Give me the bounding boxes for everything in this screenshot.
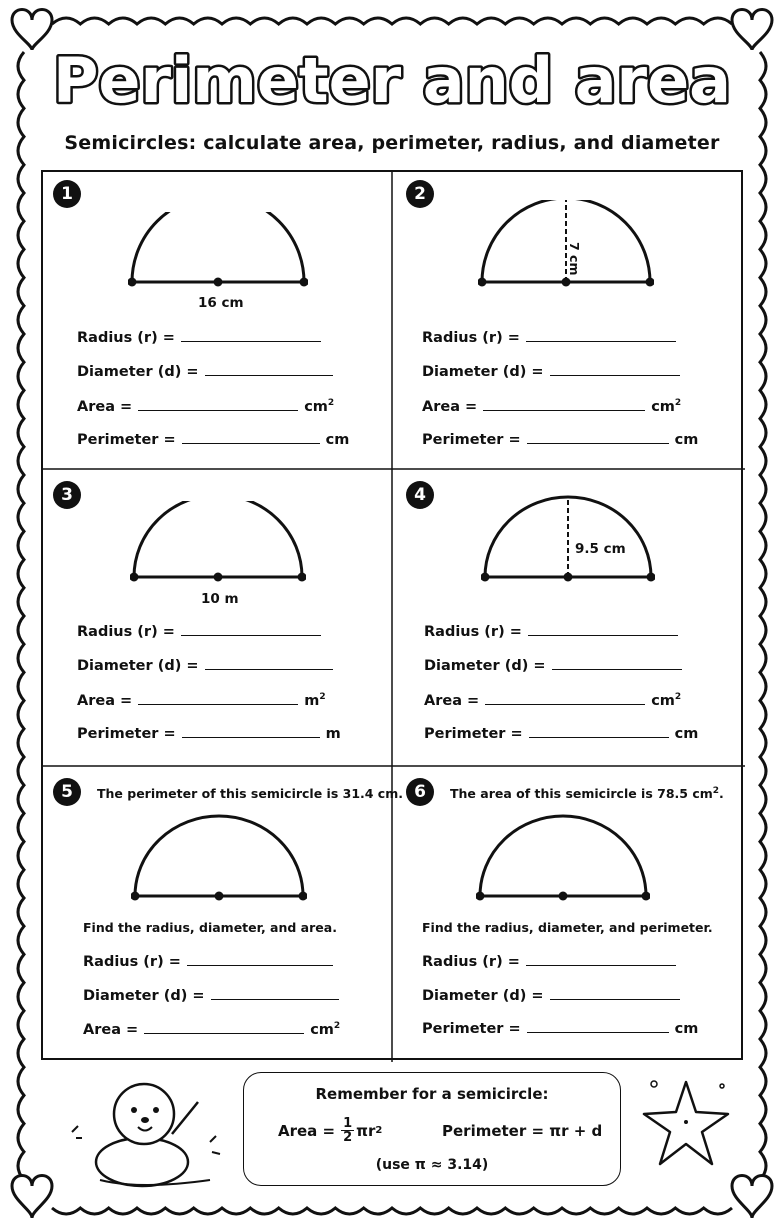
perimeter-formula: Perimeter = πr + d xyxy=(442,1122,603,1140)
problem-1 xyxy=(43,172,392,469)
perimeter-answer-blank[interactable] xyxy=(527,1031,669,1033)
semicircle-diagram xyxy=(131,814,307,902)
title-text: Perimeter and area xyxy=(52,44,732,117)
area-formula: Area = $\frac{1}{2}$ πr 2 xyxy=(278,1116,383,1145)
radius-label: 9.5 cm xyxy=(575,541,626,557)
seal-mascot-icon xyxy=(60,1072,230,1192)
subtitle: Semicircles: calculate area, perimeter, radius, and diameter xyxy=(64,132,720,154)
radius-label: Radius (r) = xyxy=(422,330,520,346)
perimeter-label: Perimeter = xyxy=(422,432,521,448)
perimeter-unit: m xyxy=(325,726,341,742)
area-label: Area = xyxy=(77,692,133,709)
perimeter-answer-blank[interactable] xyxy=(527,442,669,444)
perimeter-answer-blank[interactable] xyxy=(529,736,669,738)
problem-2 xyxy=(392,172,745,469)
diameter-answer-blank[interactable] xyxy=(205,668,333,670)
problem-task: Find the radius, diameter, and perimeter. xyxy=(422,920,713,935)
radius-answer-blank[interactable] xyxy=(181,340,321,342)
diameter-answer-blank[interactable] xyxy=(550,998,680,1000)
problem-number: 1 xyxy=(53,180,81,208)
perimeter-unit: cm xyxy=(674,726,699,742)
reminder-title: Remember for a semicircle: xyxy=(315,1085,549,1103)
perimeter-label: Perimeter = xyxy=(77,726,176,742)
problem-5 xyxy=(43,766,403,1060)
diameter-label: Diameter (d) = xyxy=(77,364,199,380)
radius-answer-blank[interactable] xyxy=(526,964,676,966)
problem-number: 4 xyxy=(406,481,434,509)
area-answer-blank[interactable] xyxy=(138,703,298,705)
diameter-answer-blank[interactable] xyxy=(550,374,680,376)
perimeter-answer-blank[interactable] xyxy=(182,442,320,444)
semicircle-diagram xyxy=(128,212,308,292)
diameter-answer-blank[interactable] xyxy=(211,998,339,1000)
area-unit: $cm^2$ xyxy=(310,1021,341,1038)
radius-label: Radius (r) = xyxy=(422,954,520,970)
problem-4 xyxy=(392,469,745,766)
problem-6 xyxy=(392,766,745,1060)
perimeter-unit: cm xyxy=(325,432,350,448)
radius-answer-blank[interactable] xyxy=(187,964,333,966)
diameter-label: Diameter (d) = xyxy=(424,658,546,674)
problem-task: Find the radius, diameter, and area. xyxy=(83,920,337,935)
area-label: Area = xyxy=(422,398,478,415)
problem-number: 5 xyxy=(53,778,81,806)
diameter-answer-blank[interactable] xyxy=(552,668,682,670)
diameter-label: Diameter (d) = xyxy=(422,364,544,380)
diameter-label: Diameter (d) = xyxy=(422,988,544,1004)
problem-number: 2 xyxy=(406,180,434,208)
problem-3 xyxy=(43,469,392,766)
area-label: Area = xyxy=(77,398,133,415)
area-answer-blank[interactable] xyxy=(485,703,645,705)
perimeter-label: Perimeter = xyxy=(422,1021,521,1037)
area-answer-blank[interactable] xyxy=(138,409,298,411)
area-answer-blank[interactable] xyxy=(483,409,645,411)
radius-label: Radius (r) = xyxy=(83,954,181,970)
area-unit: $cm^2$ xyxy=(651,398,682,415)
problem-number: 6 xyxy=(406,778,434,806)
radius-label: Radius (r) = xyxy=(424,624,522,640)
area-unit: $m^2$ xyxy=(304,692,326,709)
area-label: Area = xyxy=(424,692,480,709)
diameter-label: 10 m xyxy=(201,591,239,607)
perimeter-label: Perimeter = xyxy=(424,726,523,742)
radius-answer-blank[interactable] xyxy=(181,634,321,636)
problem-grid xyxy=(41,170,743,1060)
problem-statement: The area of this semicircle is 78.5 $cm^2$. xyxy=(450,786,724,802)
perimeter-answer-blank[interactable] xyxy=(182,736,320,738)
perimeter-label: Perimeter = xyxy=(77,432,176,448)
area-answer-blank[interactable] xyxy=(144,1032,304,1034)
radius-answer-blank[interactable] xyxy=(526,340,676,342)
semicircle-diagram xyxy=(478,200,654,290)
page-title xyxy=(0,36,784,126)
semicircle-diagram xyxy=(476,814,650,902)
perimeter-unit: cm xyxy=(674,432,699,448)
diameter-label: Diameter (d) = xyxy=(77,658,199,674)
heart-corner-icon xyxy=(12,1176,52,1219)
semicircle-diagram xyxy=(481,495,655,583)
perimeter-unit: cm xyxy=(674,1021,699,1037)
problem-number: 3 xyxy=(53,481,81,509)
radius-label: 7 cm xyxy=(567,242,582,276)
starfish-icon xyxy=(636,1074,736,1174)
diameter-answer-blank[interactable] xyxy=(205,374,333,376)
area-label: Area = xyxy=(83,1021,139,1038)
problem-statement: The perimeter of this semicircle is 31.4 cm. xyxy=(97,786,403,801)
formula-reminder-box xyxy=(243,1072,621,1186)
pi-approximation: (use π ≈ 3.14) xyxy=(375,1157,489,1173)
radius-label: Radius (r) = xyxy=(77,330,175,346)
heart-corner-icon xyxy=(732,1176,772,1219)
diameter-label: 16 cm xyxy=(198,295,244,311)
radius-label: Radius (r) = xyxy=(77,624,175,640)
radius-answer-blank[interactable] xyxy=(528,634,678,636)
diameter-label: Diameter (d) = xyxy=(83,988,205,1004)
area-unit: $cm^2$ xyxy=(651,692,682,709)
semicircle-diagram xyxy=(130,501,306,583)
area-unit: $cm^2$ xyxy=(304,398,335,415)
